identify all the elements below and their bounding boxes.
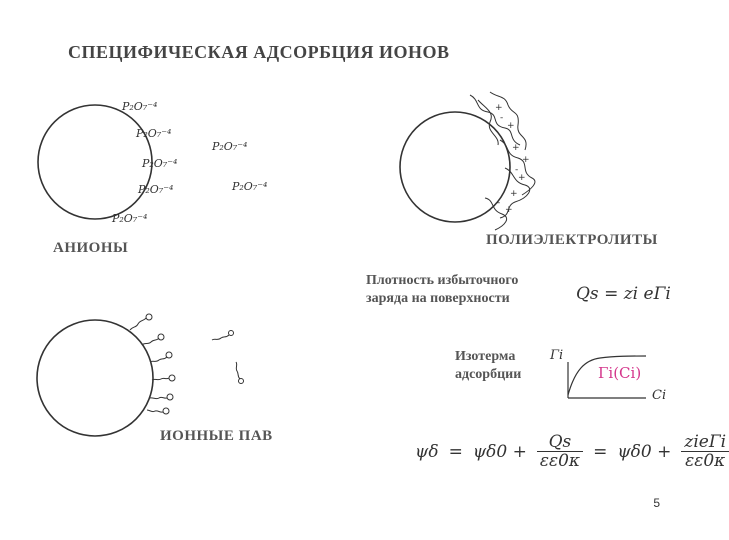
surfactant-particle-circle [37, 320, 153, 436]
anion-formula-3: P₂O₇⁻⁴ [142, 157, 178, 170]
charge-density-caption-line1: Плотность избыточного [366, 273, 519, 288]
svg-text:+: + [505, 205, 513, 215]
potential-equals-2: = [593, 441, 608, 462]
charge-density-formula: Qs = zi eΓi [576, 284, 671, 304]
svg-text:-: - [515, 165, 519, 175]
anion-formula-4: P₂O₇⁻⁴ [138, 183, 174, 196]
potential-equation [415, 433, 729, 470]
svg-text:+: + [510, 189, 518, 199]
fraction-2-numerator: zieΓi [681, 433, 729, 452]
surfactant-molecules [130, 314, 244, 414]
fraction-1-numerator: Qs [537, 433, 583, 452]
potential-equals-1: = [448, 441, 463, 462]
anion-free-ion-1: P₂O₇⁻⁴ [212, 140, 248, 153]
anion-formula-1: P₂O₇⁻⁴ [122, 100, 158, 113]
svg-text:-: - [497, 198, 501, 208]
anion-free-ion-2: P₂O₇⁻⁴ [232, 180, 268, 193]
anion-formula-2: P₂O₇⁻⁴ [136, 127, 172, 140]
potential-fraction-2 [681, 433, 729, 470]
page-number: 5 [653, 496, 660, 510]
polyelectrolyte-charges [495, 103, 530, 215]
isotherm-y-label: Γi [550, 348, 564, 363]
surfactants-label: ИОННЫЕ ПАВ [160, 428, 273, 444]
svg-text:+: + [507, 121, 515, 131]
isotherm-caption [455, 348, 521, 384]
page-title: СПЕЦИФИЧЕСКАЯ АДСОРБЦИЯ ИОНОВ [68, 42, 450, 62]
potential-term-2: ψδ0 + [617, 441, 672, 462]
isotherm-x-label: Ci [652, 388, 667, 403]
svg-text:+: + [512, 143, 520, 153]
charge-density-caption [366, 272, 518, 308]
potential-term-1: ψδ0 + [472, 441, 527, 462]
isotherm-caption-line1: Изотерма [455, 349, 516, 364]
fraction-1-denominator: εε0κ [539, 451, 581, 471]
svg-text:-: - [500, 113, 504, 123]
anion-particle-circle [38, 105, 152, 219]
potential-lhs: ψδ [415, 441, 439, 462]
fraction-2-denominator: εε0κ [685, 451, 726, 471]
isotherm-curve-label: Γi(Ci) [598, 364, 642, 382]
polyelectrolyte-particle-circle [400, 112, 510, 222]
svg-text:+: + [522, 155, 530, 165]
potential-fraction-1 [537, 433, 583, 470]
anion-formula-5: P₂O₇⁻⁴ [112, 212, 148, 225]
charge-density-caption-line2: заряда на поверхности [366, 291, 510, 306]
isotherm-caption-line2: адсорбции [455, 367, 522, 382]
anions-label: АНИОНЫ [53, 240, 129, 256]
polyelectrolytes-label: ПОЛИЭЛЕКТРОЛИТЫ [486, 232, 658, 248]
svg-text:+: + [495, 103, 503, 113]
svg-text:+: + [518, 173, 526, 183]
